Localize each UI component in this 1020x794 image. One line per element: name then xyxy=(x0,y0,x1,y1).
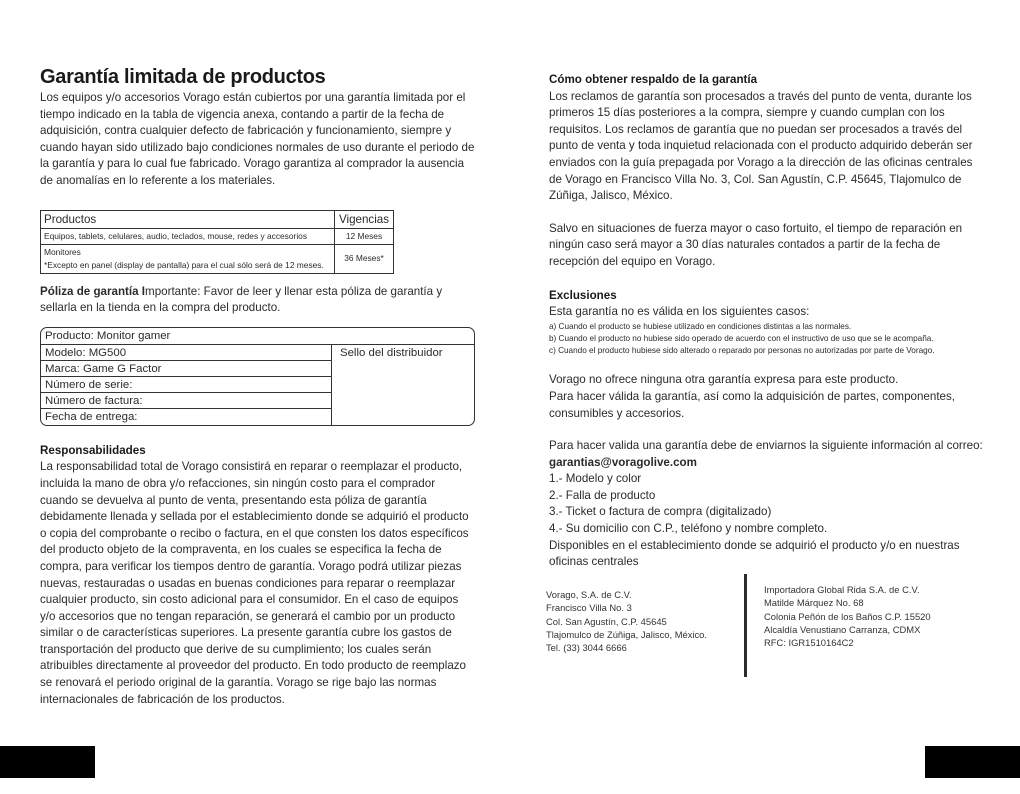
form-fecha-entrega: Fecha de entrega: xyxy=(41,408,331,424)
address-line: Alcaldía Venustiano Carranza, CDMX xyxy=(764,623,921,635)
exclusiones-title: Exclusiones xyxy=(549,288,617,302)
valida-partes: Para hacer válida la garantía, así como la adquisición de partes, componentes, consumibles y accesorios. xyxy=(549,389,956,420)
poliza-paragraph xyxy=(40,284,476,317)
header-vigencias: Vigencias xyxy=(335,210,394,228)
form-numero-factura: Número de factura: xyxy=(41,392,331,408)
address-vorago xyxy=(546,588,707,654)
list-item: 1.- Modelo y color xyxy=(549,472,642,486)
form-modelo: Modelo: MG500 xyxy=(41,344,331,360)
form-numero-serie: Número de serie: xyxy=(41,376,331,392)
row2-vigencia: 36 Meses* xyxy=(335,244,394,273)
table-row xyxy=(41,244,394,273)
table-row xyxy=(41,228,394,244)
address-divider xyxy=(744,574,747,677)
poliza-text: mportante: Favor de leer y llenar esta póliza de garantía y sellarla en la tienda en la compra del producto. xyxy=(40,284,443,315)
poliza-form xyxy=(40,327,475,426)
responsabilidades-title: Responsabilidades xyxy=(40,443,146,457)
form-marca: Marca: Game G Factor xyxy=(41,360,331,376)
address-line: Francisco Villa No. 3 xyxy=(546,602,632,614)
address-line: Matilde Márquez No. 68 xyxy=(764,597,864,609)
page-title: Garantía limitada de productos xyxy=(40,66,326,88)
address-line: Colonia Peñón de los Baños C.P. 15520 xyxy=(764,610,931,622)
exclusiones-intro: Esta garantía no es válida en los siguientes casos: xyxy=(549,305,810,319)
exclusion-item-c: c) Cuando el producto hubiese sido alterado o reparado por personas no autorizadas por parte de Vorago. xyxy=(549,346,935,356)
poliza-title: Póliza de garantía I xyxy=(40,284,146,298)
address-line: Tlajomulco de Zúñiga, Jalisco, México. xyxy=(546,628,708,640)
respaldo-text: Los reclamos de garantía son procesados a través del punto de venta, durante los primeros 15 días posteriores a la compra, siempre y cuando cumplan con los requisitos. Los reclamos de garantía que no puedan ser procesados a través del punto de venta y toda inquietud relacionada con el producto adquirido deberán ser enviados con la guía prepagada por Vorago a la dirección de las oficinas centrales de Vorago en Francisco Villa No. 3, Col. San Agustín, C.P. 45645, Tlajomulco de Zúñiga, Jalisco, México. xyxy=(549,89,973,203)
address-line: Vorago, S.A. de C.V. xyxy=(546,589,632,600)
page-tab-left xyxy=(0,746,95,778)
list-item: 3.- Ticket o factura de compra (digitalizado) xyxy=(549,505,772,519)
address-line: RFC: IGR1510164C2 xyxy=(764,637,854,649)
row2-product xyxy=(41,244,335,273)
form-producto: Producto: Monitor gamer xyxy=(45,329,171,342)
page-tab-right xyxy=(925,746,1020,778)
list-item: 4.- Su domicilio con C.P., teléfono y nombre completo. xyxy=(549,522,828,536)
row1-vigencia: 12 Meses xyxy=(335,228,394,244)
right-column xyxy=(549,72,985,571)
vigencia-table xyxy=(40,210,394,274)
table-header-row xyxy=(41,210,394,228)
left-column xyxy=(40,64,476,708)
email-link[interactable]: garantias@voragolive.com xyxy=(549,455,697,469)
address-line: Col. San Agustín, C.P. 45645 xyxy=(546,615,667,627)
address-importadora xyxy=(764,583,931,649)
respaldo-title: Cómo obtener respaldo de la garantía xyxy=(549,73,758,86)
exclusion-item-b: b) Cuando el producto no hubiese sido operado de acuerdo con el instructivo de uso que se le acompaña. xyxy=(549,333,934,343)
row2-product-line2: *Excepto en panel (display de pantalla) para el cual sólo será de 12 meses. xyxy=(44,259,324,270)
fuerza-mayor-text: Salvo en situaciones de fuerza mayor o caso fortuito, el tiempo de reparación en ningún caso será mayor a 30 días naturales contados a partir de la fecha de recepción del equipo en Vorago. xyxy=(549,221,963,268)
row1-product: Equipos, tablets, celulares, audio, teclados, mouse, redes y accesorios xyxy=(41,228,335,244)
address-line: Importadora Global Rida S.A. de C.V. xyxy=(764,584,920,595)
sello-distribuidor: Sello del distribuidor xyxy=(331,344,474,425)
row2-product-line1: Monitores xyxy=(44,246,81,257)
address-line: Tel. (33) 3044 6666 xyxy=(546,642,627,654)
no-otra-garantia: Vorago no ofrece ninguna otra garantía expresa para este producto. xyxy=(549,373,899,387)
disponibles-text: Disponibles en el establecimiento donde se adquirió el producto y/o en nuestras oficinas centrales xyxy=(549,538,960,569)
responsabilidades-text: La responsabilidad total de Vorago consistirá en reparar o reemplazar el producto, incluida la mano de obra y/o refacciones, sin ningún costo para el comprador cuando se devuelva al punto de venta, presentando esta póliza de garantía debidamente llenada y sellada por el establecimiento donde se adquirió el producto o copia del comprobante o recibo o factura, en el que consten los datos específicos del producto objeto de la compraventa, en los cuales se especifica la fecha de compra, para verificar los tiempos dentro de garantía. Vorago podrá utilizar piezas nuevas, restauradas o usadas en buenas condiciones para reparar o reemplazar cualquier producto, sin costo adicional para el consumidor. En el caso de equipos y/o accesorios que no tengan reparación, se generará el cambio por un producto similar o de características superiores. La presente garantía cubre los gastos de transportación del producto que derive de su cumplimiento; los cuales serán atribuibles directamente al proveedor del producto. En todo producto de reemplazo se renovará el periodo original de la garantía. Vorago se rige bajo las normas internacionales de fabricación de los productos. xyxy=(40,460,469,706)
enviar-text: Para hacer valida una garantía debe de enviarnos la siguiente información al correo: xyxy=(549,439,983,453)
exclusion-item-a: a) Cuando el producto se hubiese utilizado en condiciones distintas a las normales. xyxy=(549,321,852,331)
list-item: 2.- Falla de producto xyxy=(549,488,656,502)
header-productos: Productos xyxy=(41,210,335,228)
intro-paragraph: Los equipos y/o accesorios Vorago están cubiertos por una garantía limitada por el tiempo indicado en la tabla de vigencia anexa, contando a partir de la fecha de adquisición, contra cualquier defecto de fabricación y funcionamiento, siempre y cuando hayan sido utilizado bajo condiciones normales de uso durante el periodo de la garantía y para lo cual fue fabricado. Vorago garantiza al comprador la ausencia de anomalías en lo referente a los materiales. xyxy=(40,91,475,187)
